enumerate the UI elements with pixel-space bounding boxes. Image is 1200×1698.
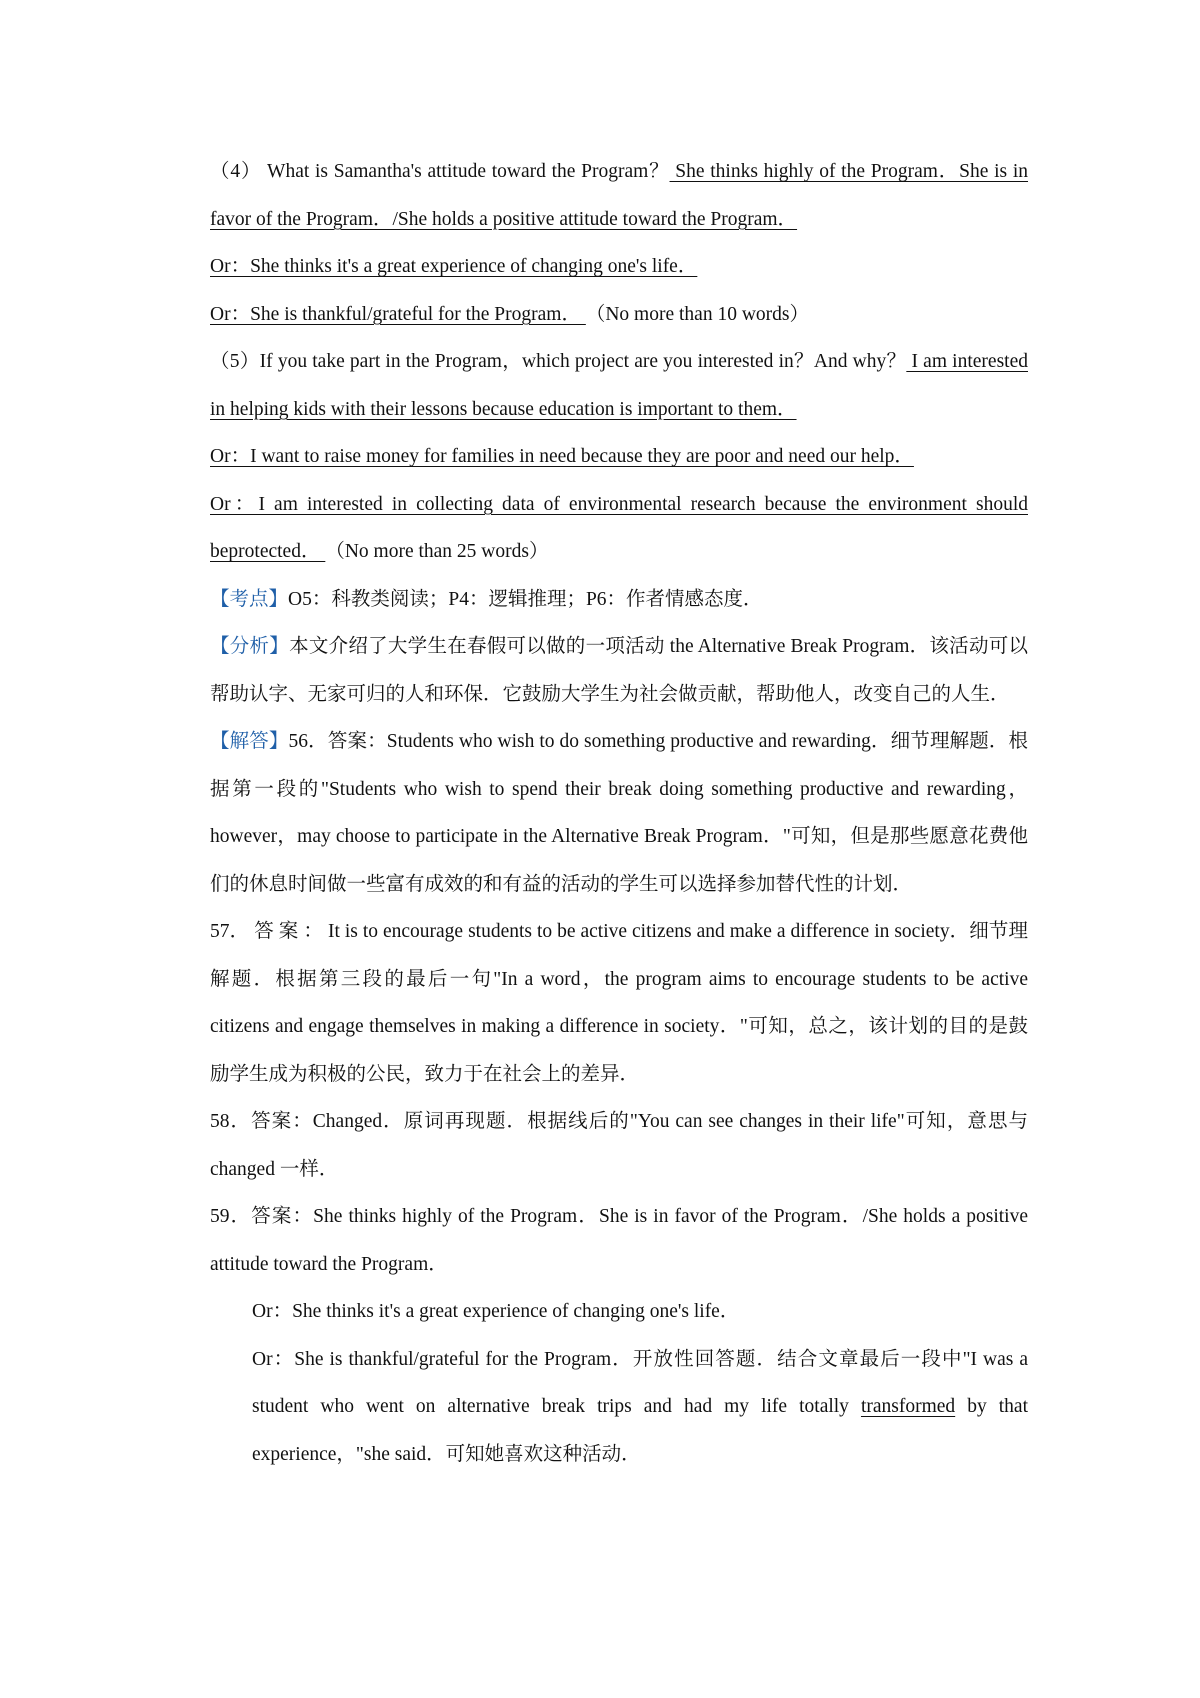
answer-56: 56．答案：Students who wish to do something productive and rewarding．细节理解题．根据第一段的"Students who wish to spend their break doing something productive and rewarding，however，may choose to participate in the Alternative Break Program．"可知，但是那些愿意花费他们的休息时间做一些富有成效的和有益的活动的学生可以选择参加替代性的计划． — [210, 731, 1028, 895]
question-5-word-limit: （No more than 25 words） — [325, 541, 549, 562]
fenxi-text: 本文介绍了大学生在春假可以做的一项活动 the Alternative Break Program．该活动可以帮助认字、无家可归的人和环保．它鼓励大学生为社会做贡献，帮助他人，改变自己的人生． — [210, 636, 1028, 705]
answer-59-or-1: Or：She thinks it's a great experience of changing one's life． — [252, 1301, 740, 1322]
kaodian-section — [210, 576, 1028, 624]
question-4-prompt: （4） What is Samantha's attitude toward the Program？ — [210, 161, 670, 182]
question-5 — [210, 338, 1028, 433]
answer-57: 57． 答 案 ： It is to encourage students to be active citizens and make a difference in society．细节理解题．根据第三段的最后一句"In a word，the program aims to encourage students to be active citizens and engage themselves in making a difference in society．"可知，总之，该计划的目的是鼓励学生成为积极的公民，致力于在社会上的差异． — [210, 921, 1028, 1085]
question-5-answer-2: Or：I want to raise money for families in need because they are poor and need our help． — [210, 446, 914, 467]
jieda-tag: 【解答】 — [210, 731, 289, 752]
question-4 — [210, 148, 1028, 243]
question-4-answer-3: Or：She is thankful/grateful for the Program． — [210, 303, 586, 325]
answer-59-underlined-word: transformed — [860, 1396, 956, 1417]
fenxi-section — [210, 623, 1028, 718]
question-5-answer-line — [210, 433, 1028, 481]
question-4-answer-line — [210, 243, 1028, 291]
kaodian-tag: 【考点】 — [210, 588, 289, 610]
document-page — [210, 148, 1028, 1478]
fenxi-tag: 【分析】 — [210, 636, 290, 657]
question-5-prompt: （5）If you take part in the Program，which project are you interested in？And why？ — [210, 351, 907, 372]
question-4-answer-2: Or：She thinks it's a great experience of changing one's life． — [210, 256, 698, 277]
question-5-answer-line — [210, 481, 1028, 576]
question-4-answer-1: She thinks highly of the Program．She is in favor of the Program．/She holds a positive attitude toward the Program． — [210, 161, 1029, 230]
kaodian-text: O5：科教类阅读；P4：逻辑推理；P6：作者情感态度． — [288, 588, 763, 610]
answer-59-or-2-tail: by that experience，"she said．可知她喜欢这种活动． — [252, 1396, 1028, 1465]
question-5-answer-1: I am interested in helping kids with their lessons because education is important to them． — [210, 351, 1028, 420]
question-4-word-limit: （No more than 10 words） — [585, 303, 809, 325]
answer-59: 59．答案：She thinks highly of the Program．She is in favor of the Program．/She holds a positive attitude toward the Program． — [210, 1206, 1028, 1275]
question-5-answer-3: Or：I am interested in collecting data of environmental research because the environment should beprotected． — [210, 493, 1028, 562]
answer-58: 58．答案：Changed．原词再现题．根据线后的"You can see changes in their life"可知，意思与 changed 一样． — [210, 1111, 1028, 1180]
answer-59-or-2-text: Or：She is thankful/grateful for the Program．开放性回答题．结合文章最后一段中"I was a student who went on alternative break trips and had my life totally — [252, 1348, 1028, 1417]
jieda-section — [210, 718, 1028, 908]
question-4-answer-line — [210, 291, 1028, 339]
answer-59-or-2 — [210, 1336, 1028, 1479]
